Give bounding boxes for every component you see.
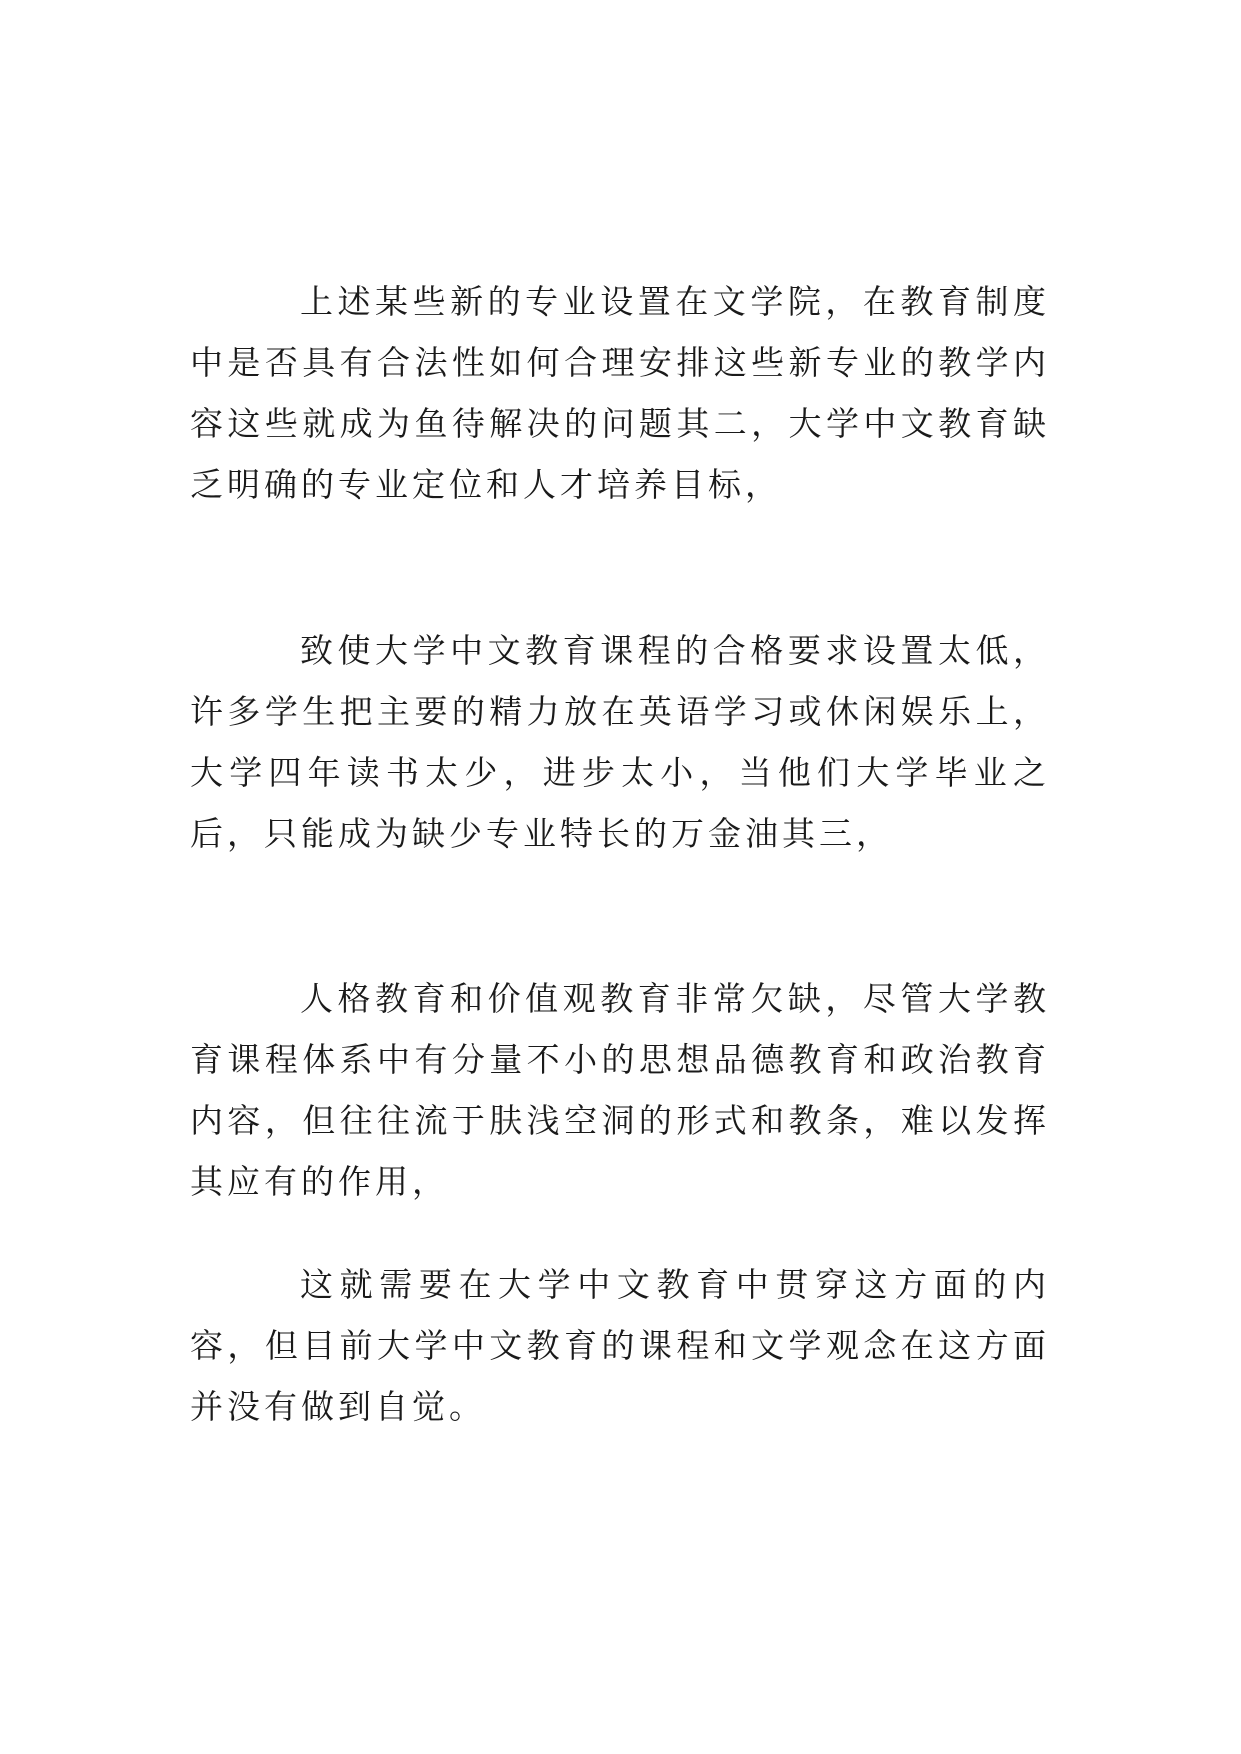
paragraph-4: 这就需要在大学中文教育中贯穿这方面的内容，但目前大学中文教育的课程和文学观念在这方面并没有做到自觉。 xyxy=(190,1265,1050,1426)
paragraph-1: 上述某些新的专业设置在文学院，在教育制度中是否具有合法性如何合理安排这些新专业的教学内容这些就成为鱼待解决的问题其二，大学中文教育缺乏明确的专业定位和人才培养目标， xyxy=(190,282,1050,504)
paragraph-2: 致使大学中文教育课程的合格要求设置太低，许多学生把主要的精力放在英语学习或休闲娱乐上，大学四年读书太少，进步太小，当他们大学毕业之后，只能成为缺少专业特长的万金油其三， xyxy=(190,631,1050,853)
paragraph-3: 人格教育和价值观教育非常欠缺，尽管大学教育课程体系中有分量不小的思想品德教育和政治教育内容，但往往流于肤浅空洞的形式和教条，难以发挥其应有的作用， xyxy=(190,979,1050,1201)
